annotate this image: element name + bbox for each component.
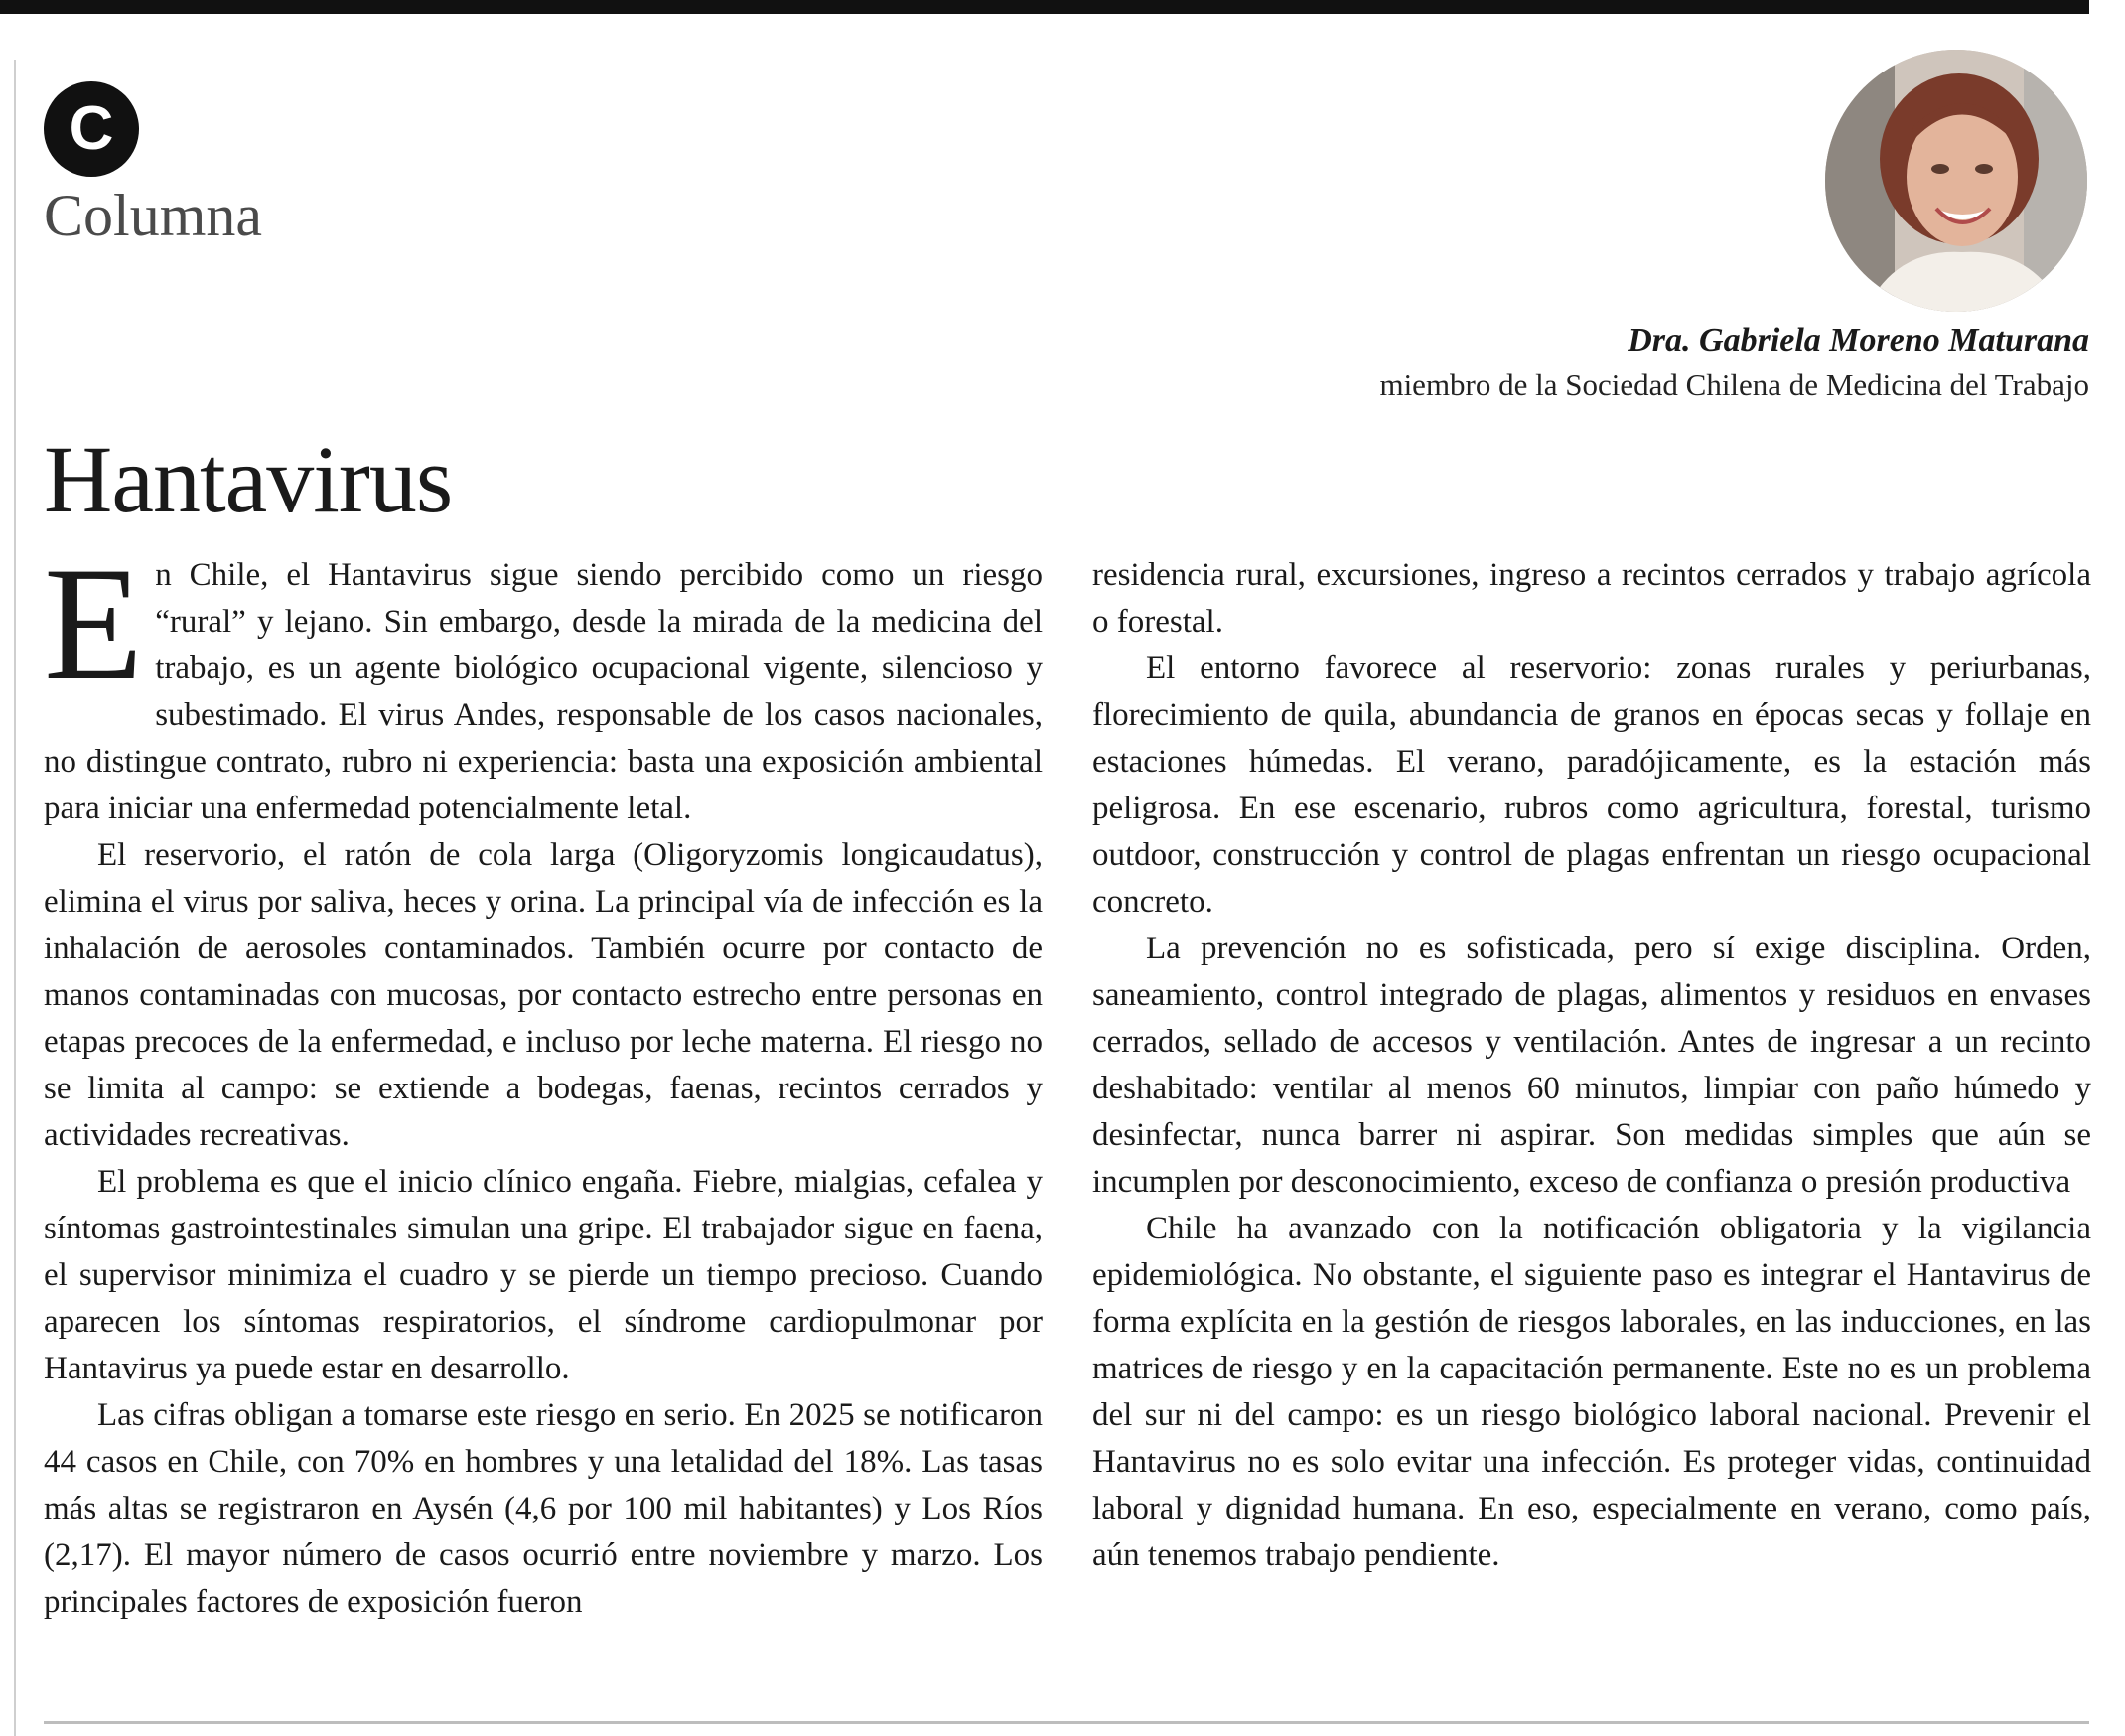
paragraph-text: n Chile, el Hantavirus sigue siendo percibido como un riesgo “rural” y lejano. Sin embargo, desde la mirada de la medicina del trabajo, es un agente biológico ocupacional vigente, silencioso y subestimado. El virus Andes, responsable de los casos nacionales, no distingue contrato, rubro ni experiencia: basta una exposición ambiental para iniciar una enfermedad potencialmente letal.	[44, 557, 1043, 826]
left-rule	[14, 60, 16, 1736]
bottom-rule	[44, 1721, 2089, 1724]
author-role: miembro de la Sociedad Chilena de Medicina del Trabajo	[1379, 367, 2089, 402]
paragraph: El entorno favorece al reservorio: zonas rurales y periurbanas, florecimiento de quila, abundancia de granos en épocas secas y follaje en estaciones húmedas. El verano, paradójicamente, es la estación más peligrosa. En ese escenario, rubros como agricultura, forestal, turismo outdoor, construcción y control de plagas enfrentan un riesgo ocupacional concreto.	[1092, 651, 2091, 920]
headline: Hantavirus	[44, 426, 453, 532]
paragraph	[44, 534, 1043, 832]
paragraph: El problema es que el inicio clínico engaña. Fiebre, mialgias, cefalea y síntomas gastrointestinales simulan una gripe. El trabajador sigue en faena, el supervisor minimiza el cuadro y se pierde un tiempo precioso. Cuando aparecen los síntomas respiratorios, el síndrome cardiopulmonar por Hantavirus ya puede estar en desarrollo.	[44, 1164, 1043, 1386]
paragraph: residencia rural, excursiones, ingreso a recintos cerrados y trabajo agrícola o forestal.	[1092, 557, 2091, 640]
author-name: Dra. Gabriela Moreno Maturana	[1628, 322, 2089, 359]
drop-cap: E	[44, 534, 144, 714]
paragraph: La prevención no es sofisticada, pero sí exige disciplina. Orden, saneamiento, control integrado de plagas, alimentos y residuos en envases cerrados, sellado de accesos y ventilación. Antes de ingresar a un recinto deshabitado: ventilar al menos 60 minutos, limpiar con paño húmedo y desinfectar, nunca barrer ni aspirar. Son medidas simples que aún se incumplen por desconocimiento, exceso de confianza o presión productiva	[1092, 931, 2091, 1200]
section-badge: C	[44, 81, 139, 177]
author-portrait-image	[1825, 50, 2087, 312]
paragraph: Las cifras obligan a tomarse este riesgo en serio. En 2025 se notificaron 44 casos en Chile, con 70% en hombres y una letalidad del 18%. Las tasas más altas se registraron en Aysén (4,6 por 100 mil habitantes) y Los Ríos (2,17). El mayor número de casos ocurrió entre noviembre y marzo. Los principales factores de exposición fueron	[44, 1397, 1043, 1620]
paragraph: Chile ha avanzado con la notificación obligatoria y la vigilancia epidemiológica. No obstante, el siguiente paso es integrar el Hantavirus de forma explícita en la gestión de riesgos laborales, en las inducciones, en las matrices de riesgo y en la capacitación permanente. Este no es un problema del sur ni del campo: es un riesgo biológico laboral nacional. Prevenir el Hantavirus no es solo evitar una infección. Es proteger vidas, continuidad laboral y dignidad humana. En eso, especialmente en verano, como país, aún tenemos trabajo pendiente.	[1092, 1211, 2091, 1573]
right-column	[1092, 552, 2091, 1579]
author-photo	[1825, 50, 2087, 312]
left-column	[44, 534, 1043, 1626]
top-rule	[0, 0, 2089, 14]
section-label: Columna	[44, 183, 262, 248]
paragraph: El reservorio, el ratón de cola larga (Oligoryzomis longicaudatus), elimina el virus por saliva, heces y orina. La principal vía de infección es la inhalación de aerosoles contaminados. También ocurre por contacto de manos contaminadas con mucosas, por contacto estrecho entre personas en etapas precoces de la enfermedad, e incluso por leche materna. El riesgo no se limita al campo: se extiende a bodegas, faenas, recintos cerrados y actividades recreativas.	[44, 837, 1043, 1153]
